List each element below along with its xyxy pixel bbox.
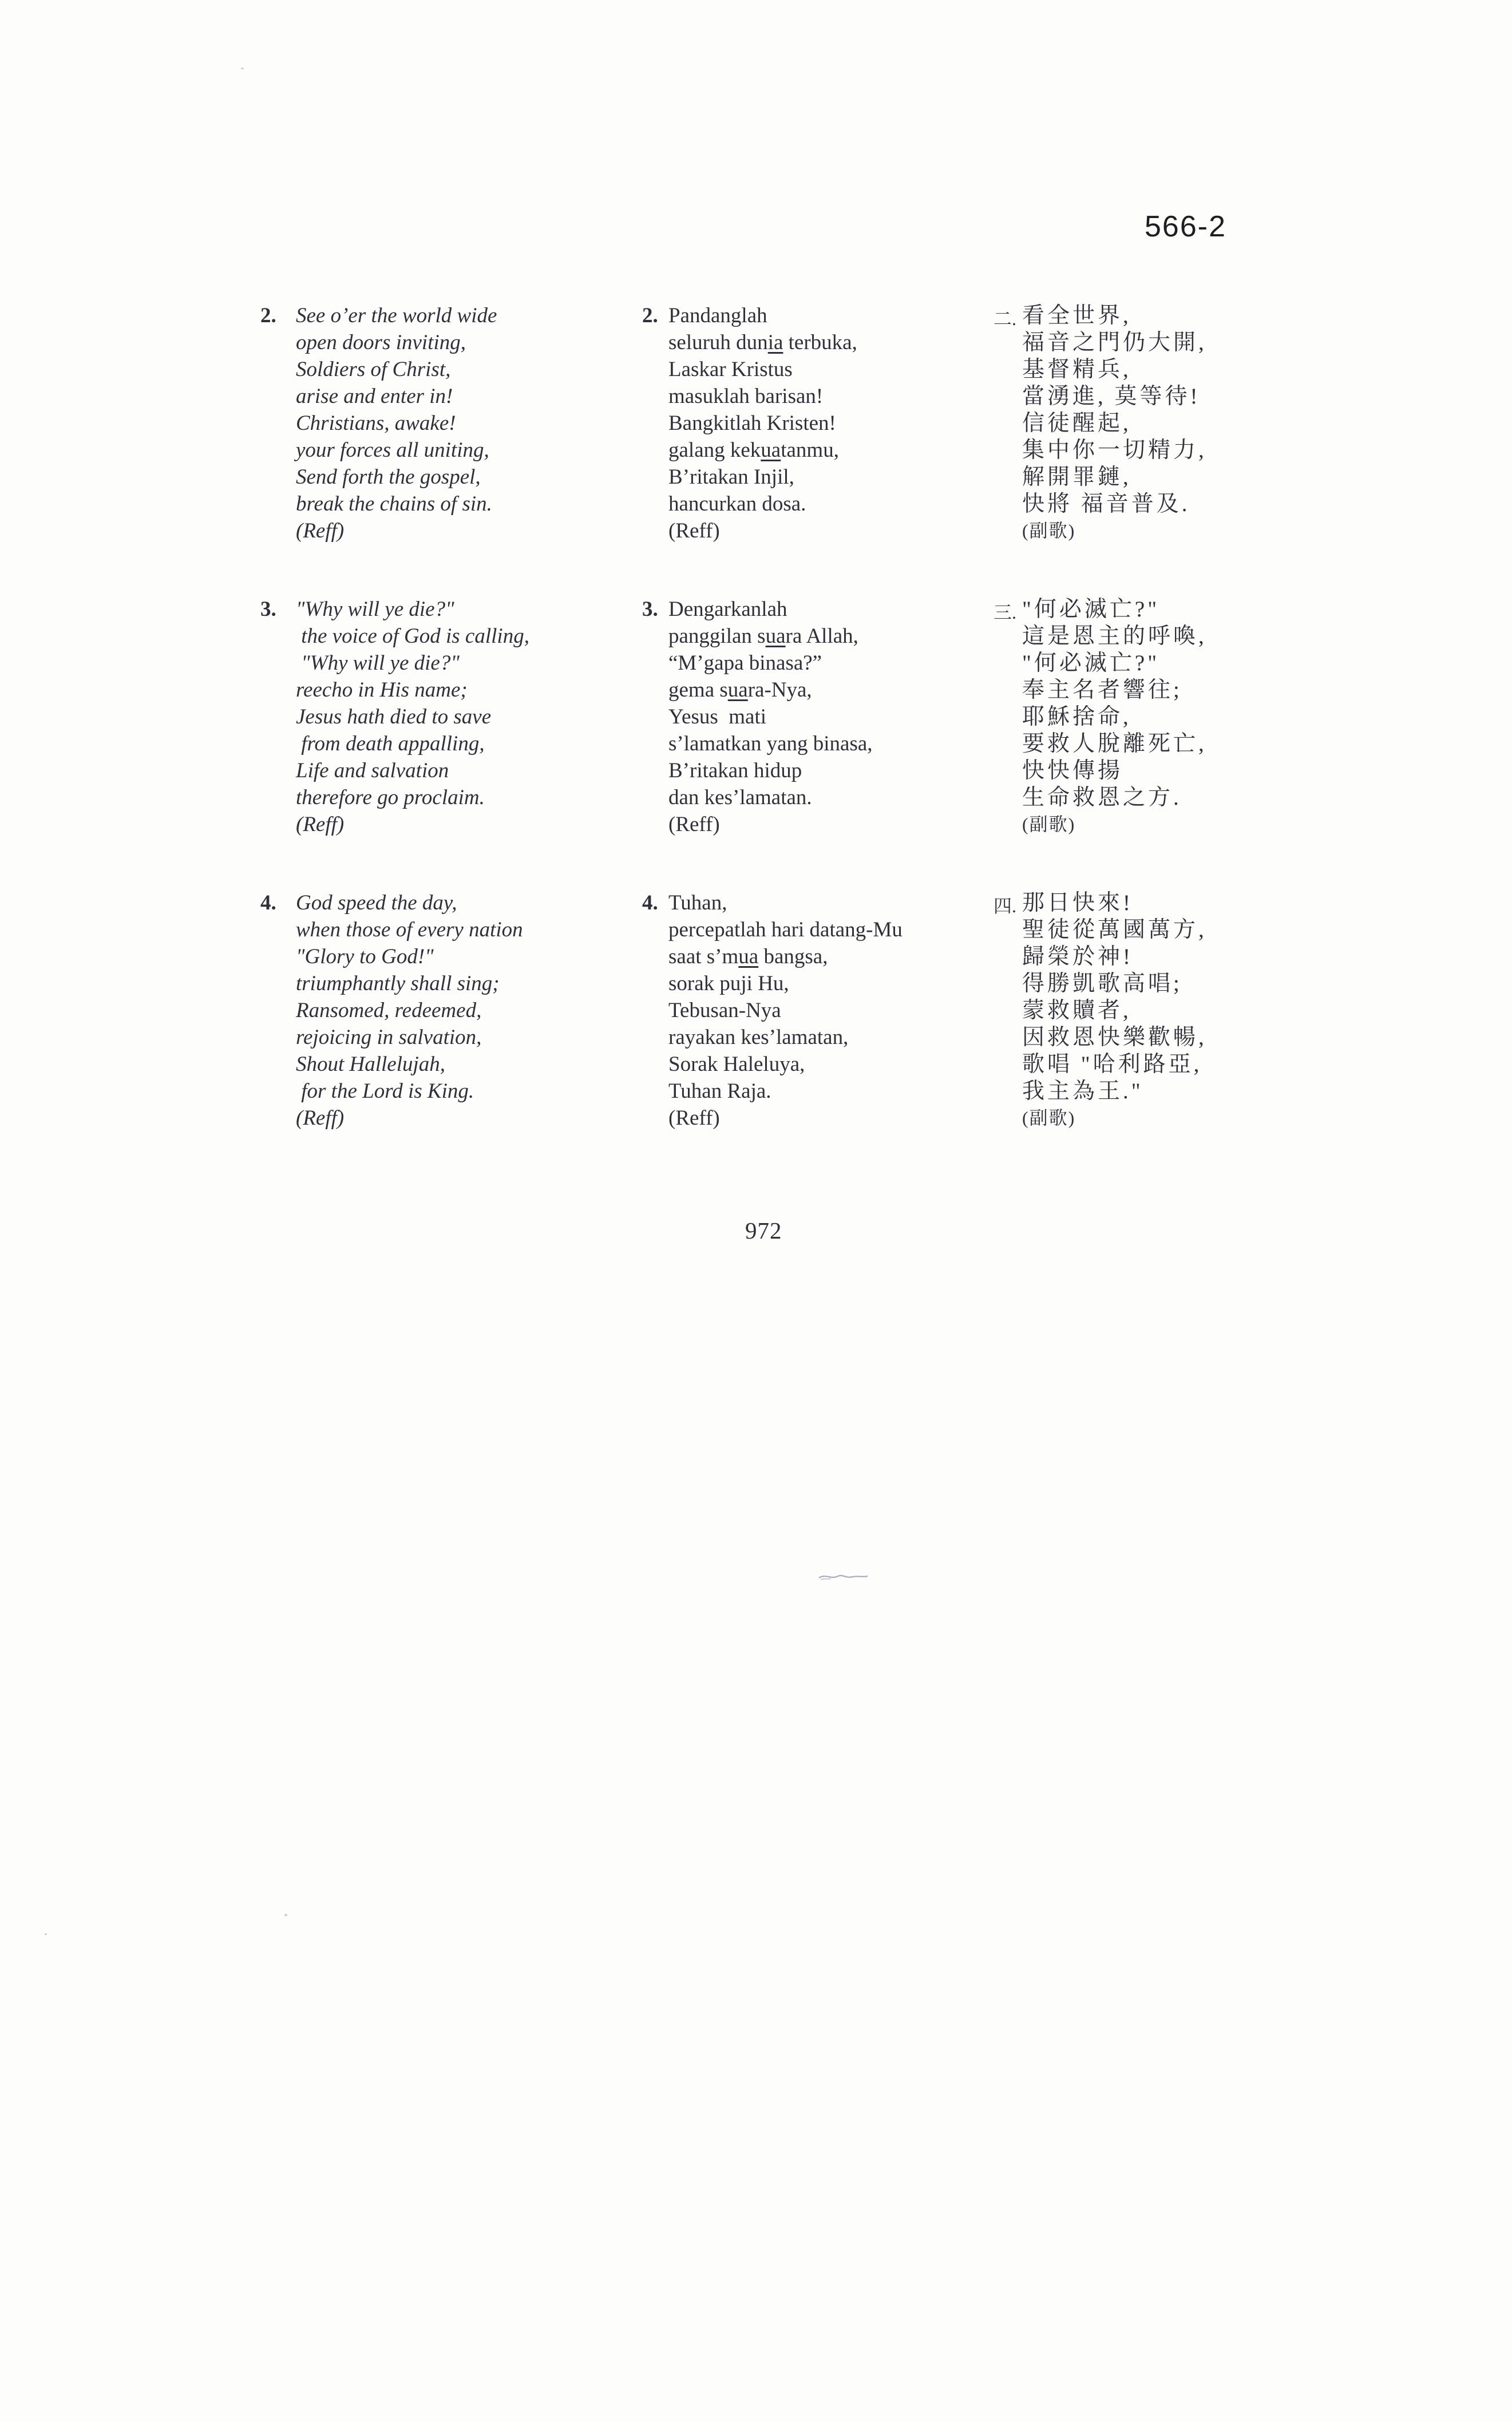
verse-line: panggilan suara Allah, — [668, 624, 858, 648]
verse-line: rayakan kes’lamatan, — [668, 1026, 849, 1049]
verse-line: masuklah barisan! — [668, 385, 824, 408]
verse-line: 解開罪鏈, — [1022, 465, 1131, 489]
english-verses-column — [260, 302, 615, 1183]
verse-line: Life and salvation — [296, 759, 449, 782]
verse-line: 蒙救贖者, — [1022, 998, 1131, 1023]
verse-line: percepatlah hari datang-Mu — [668, 918, 903, 942]
verse-line: Shout Hallelujah, — [296, 1053, 446, 1076]
verse-block — [260, 889, 615, 1132]
verse-line: seluruh dunia terbuka, — [668, 331, 857, 354]
verse-line: "Glory to God!" — [296, 945, 434, 968]
verse-line: 這是恩主的呼喚, — [1022, 624, 1207, 648]
verse-line: 奉主名者響往; — [1022, 678, 1182, 702]
verse-line: 我主為王." — [1022, 1079, 1143, 1103]
verse-line: (Reff) — [668, 519, 720, 543]
indonesian-verses-column — [642, 302, 997, 1183]
scan-smudge-artifact — [817, 1571, 870, 1583]
page-number: 972 — [745, 1217, 782, 1244]
hymn-number: 566-2 — [1145, 210, 1226, 243]
verse-line: "Why will ye die?" — [296, 598, 454, 621]
verse-line: when those of every nation — [296, 918, 523, 942]
verse-line: Christians, awake! — [296, 412, 456, 435]
verse-line: rejoicing in salvation, — [296, 1026, 482, 1049]
scan-speck — [284, 1914, 287, 1916]
verse-line: B’ritakan hidup — [668, 759, 802, 782]
verse-line: (副歌) — [1022, 520, 1076, 541]
verse-line: Send forth the gospel, — [296, 465, 481, 489]
verse-line: (Reff) — [296, 813, 345, 836]
verse-number: 2. — [642, 304, 658, 327]
verse-line: Pandanglah — [668, 304, 767, 327]
verse-line: 當湧進, 莫等待! — [1022, 384, 1201, 409]
verse-line: 快快傳揚 — [1022, 758, 1123, 783]
verse-line: hancurkan dosa. — [668, 492, 806, 516]
verse-line: "何必滅亡?" — [1022, 597, 1160, 622]
verse-line: Bangkitlah Kristen! — [668, 412, 836, 435]
verse-line: 福音之門仍大開, — [1022, 330, 1207, 355]
verse-line: 快將 福音普及. — [1022, 492, 1190, 516]
verse-line: God speed the day, — [296, 891, 457, 915]
verse-block — [642, 889, 997, 1132]
verse-line: (Reff) — [296, 519, 345, 543]
verse-block — [994, 302, 1348, 544]
verse-number: 3. — [642, 598, 658, 621]
verse-line: 聖徒從萬國萬方, — [1022, 917, 1207, 942]
chinese-verses-column — [994, 302, 1348, 1183]
verse-line: 生命救恩之方. — [1022, 785, 1182, 810]
verse-number: 三. — [994, 602, 1017, 623]
diphthong-underline: ua — [738, 945, 759, 968]
verse-line: See o’er the world wide — [296, 304, 497, 327]
verse-line: Yesus mati — [668, 705, 766, 729]
verse-line: the voice of God is calling, — [296, 624, 529, 648]
verse-block — [994, 596, 1348, 838]
verse-number: 四. — [994, 896, 1017, 916]
verse-line: Tuhan, — [668, 891, 727, 915]
verse-line: B’ritakan Injil, — [668, 465, 794, 489]
scan-speck — [241, 68, 244, 69]
verse-line: 耶穌捨命, — [1022, 705, 1131, 729]
verse-line: 那日快來! — [1022, 891, 1133, 915]
verse-number: 2. — [260, 304, 276, 327]
verse-line: your forces all uniting, — [296, 438, 489, 462]
scan-speck — [45, 1933, 47, 1935]
verse-line: "何必滅亡?" — [1022, 651, 1160, 675]
diphthong-underline: ua — [765, 624, 786, 648]
verse-line: reecho in His name; — [296, 678, 468, 702]
verse-line: Jesus hath died to save — [296, 705, 492, 729]
verse-number: 4. — [642, 891, 658, 915]
verse-block — [260, 596, 615, 838]
verse-line: 集中你一切精力, — [1022, 438, 1207, 462]
verse-line: s’lamatkan yang binasa, — [668, 732, 873, 755]
verse-line: for the Lord is King. — [296, 1079, 474, 1103]
verse-line: Dengarkanlah — [668, 598, 787, 621]
verse-number: 3. — [260, 598, 276, 621]
verse-line: galang kekuatanmu, — [668, 438, 839, 462]
verse-line: Tebusan-Nya — [668, 999, 781, 1022]
verse-line: (Reff) — [296, 1106, 345, 1130]
verse-block — [994, 889, 1348, 1132]
verse-line: 得勝凱歌高唱; — [1022, 971, 1182, 996]
verse-line: 因救恩快樂歡暢, — [1022, 1025, 1207, 1050]
verse-line: break the chains of sin. — [296, 492, 492, 516]
verse-line: Tuhan Raja. — [668, 1079, 771, 1103]
verse-line: Laskar Kristus — [668, 358, 793, 381]
verse-line: 信徒醒起, — [1022, 411, 1131, 436]
verse-block — [642, 596, 997, 838]
verse-line: 看全世界, — [1022, 303, 1131, 328]
verse-line: dan kes’lamatan. — [668, 786, 812, 809]
verse-line: saat s’mua bangsa, — [668, 945, 828, 968]
verse-line: 要救人脫離死亡, — [1022, 731, 1207, 756]
verse-line: from death appalling, — [296, 732, 485, 755]
verse-line: (Reff) — [668, 813, 720, 836]
verse-number: 4. — [260, 891, 276, 915]
diphthong-underline: ua — [727, 678, 748, 702]
verse-line: 歸榮於神! — [1022, 944, 1133, 969]
verse-line: (副歌) — [1022, 1107, 1076, 1128]
diphthong-underline: ua — [761, 438, 781, 462]
verse-block — [642, 302, 997, 544]
verse-line: sorak puji Hu, — [668, 972, 789, 995]
diphthong-underline: ia — [767, 331, 783, 354]
verse-line: Sorak Haleluya, — [668, 1053, 805, 1076]
verse-number: 二. — [994, 308, 1017, 329]
verse-line: (Reff) — [668, 1106, 720, 1130]
verse-line: therefore go proclaim. — [296, 786, 485, 809]
verse-line: 歌唱 "哈利路亞, — [1022, 1052, 1202, 1077]
verse-line: triumphantly shall sing; — [296, 972, 500, 995]
verse-line: (副歌) — [1022, 814, 1076, 834]
verse-line: 基督精兵, — [1022, 357, 1131, 382]
verse-line: "Why will ye die?" — [296, 651, 460, 675]
verse-line: arise and enter in! — [296, 385, 453, 408]
verse-line: “M’gapa binasa?” — [668, 651, 822, 675]
verse-line: open doors inviting, — [296, 331, 466, 354]
verse-block — [260, 302, 615, 544]
verse-line: Soldiers of Christ, — [296, 358, 451, 381]
verse-line: gema suara-Nya, — [668, 678, 812, 702]
verse-line: Ransomed, redeemed, — [296, 999, 482, 1022]
